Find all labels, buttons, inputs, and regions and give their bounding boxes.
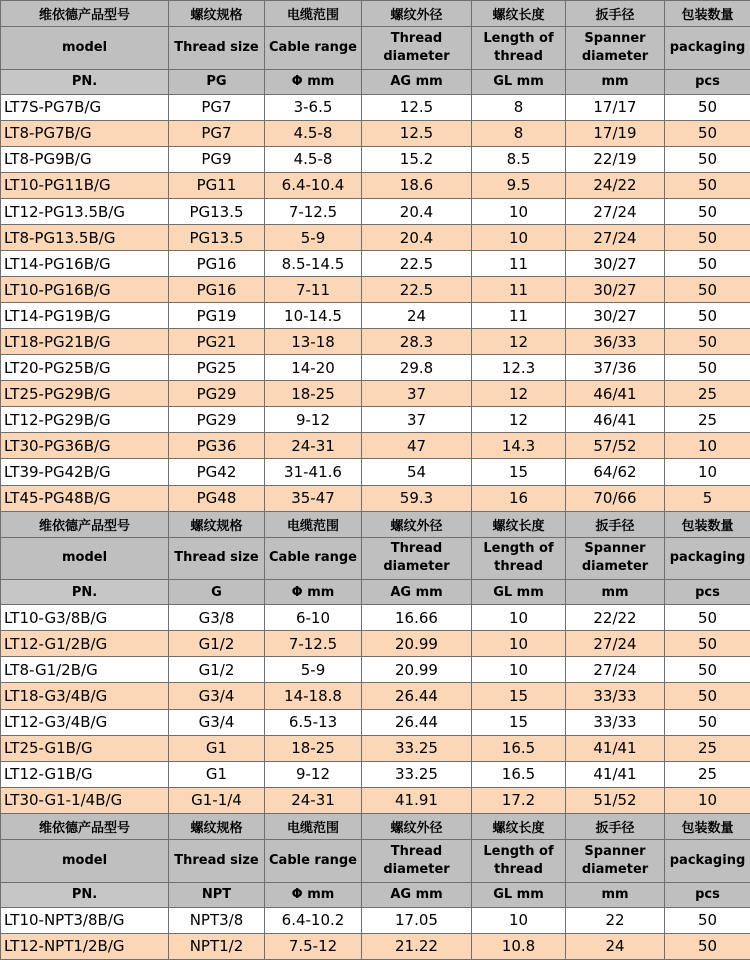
cell-thread-diameter: 18.6 xyxy=(362,172,472,198)
cell-spanner-diameter: 30/27 xyxy=(566,303,665,329)
cell-cable-range: 13-18 xyxy=(265,329,362,355)
cell-model: LT12-G1/2B/G xyxy=(1,631,169,657)
cell-model: LT14-PG19B/G xyxy=(1,303,169,329)
cell-thread-length: 10 xyxy=(472,605,566,631)
table-row xyxy=(1,605,750,631)
table-row xyxy=(1,631,750,657)
cell-thread-length: 16.5 xyxy=(472,735,566,761)
header-en-spanner-diameter: Spanner diameter xyxy=(566,27,665,70)
unit-cable-range: Φ mm xyxy=(265,69,362,94)
unit-spanner-diameter: mm xyxy=(566,580,665,605)
table-row xyxy=(1,277,750,303)
cell-thread-length: 12 xyxy=(472,329,566,355)
cell-model: LT25-G1B/G xyxy=(1,735,169,761)
cell-packaging: 50 xyxy=(665,657,750,683)
cell-spanner-diameter: 70/66 xyxy=(566,485,665,511)
cell-spanner-diameter: 37/36 xyxy=(566,355,665,381)
cell-packaging: 50 xyxy=(665,329,750,355)
cell-thread-size: PG16 xyxy=(169,277,265,303)
cell-thread-length: 10 xyxy=(472,657,566,683)
cell-packaging: 25 xyxy=(665,735,750,761)
cell-thread-diameter: 54 xyxy=(362,459,472,485)
header-cn-thread-length: 螺纹长度 xyxy=(472,1,566,27)
header-row-units xyxy=(1,69,750,94)
cell-thread-length: 12 xyxy=(472,381,566,407)
unit-cable-range: Φ mm xyxy=(265,882,362,907)
cell-packaging: 50 xyxy=(665,605,750,631)
cell-thread-length: 16 xyxy=(472,485,566,511)
cell-cable-range: 6.4-10.2 xyxy=(265,907,362,933)
header-en-thread-diameter: Thread diameter xyxy=(362,839,472,882)
cell-spanner-diameter: 57/52 xyxy=(566,433,665,459)
cell-cable-range: 7-12.5 xyxy=(265,631,362,657)
cell-thread-length: 10 xyxy=(472,631,566,657)
unit-spanner-diameter: mm xyxy=(566,882,665,907)
cell-packaging: 50 xyxy=(665,355,750,381)
cell-packaging: 10 xyxy=(665,433,750,459)
unit-packaging: pcs xyxy=(665,580,750,605)
header-cn-cable-range: 电缆范围 xyxy=(265,511,362,537)
header-row-units xyxy=(1,580,750,605)
spec-table-body xyxy=(1,1,750,960)
table-row xyxy=(1,657,750,683)
cell-thread-length: 15 xyxy=(472,459,566,485)
cell-thread-length: 8 xyxy=(472,120,566,146)
cell-cable-range: 31-41.6 xyxy=(265,459,362,485)
header-cn-spanner-diameter: 扳手径 xyxy=(566,1,665,27)
cell-thread-length: 10.8 xyxy=(472,933,566,959)
cell-cable-range: 4.5-8 xyxy=(265,146,362,172)
cell-cable-range: 7-11 xyxy=(265,277,362,303)
cell-packaging: 50 xyxy=(665,303,750,329)
header-cn-thread-diameter: 螺纹外径 xyxy=(362,511,472,537)
cell-spanner-diameter: 46/41 xyxy=(566,407,665,433)
cell-thread-length: 10 xyxy=(472,198,566,224)
cell-thread-length: 17.2 xyxy=(472,787,566,813)
unit-thread-size: PG xyxy=(169,69,265,94)
unit-thread-diameter: AG mm xyxy=(362,882,472,907)
cell-model: LT8-PG7B/G xyxy=(1,120,169,146)
cell-spanner-diameter: 30/27 xyxy=(566,277,665,303)
cell-cable-range: 7.5-12 xyxy=(265,933,362,959)
cell-spanner-diameter: 33/33 xyxy=(566,683,665,709)
cell-spanner-diameter: 27/24 xyxy=(566,198,665,224)
header-cn-model: 维依德产品型号 xyxy=(1,511,169,537)
cell-model: LT10-PG16B/G xyxy=(1,277,169,303)
unit-cable-range: Φ mm xyxy=(265,580,362,605)
header-en-cable-range: Cable range xyxy=(265,537,362,580)
cell-cable-range: 7-12.5 xyxy=(265,198,362,224)
cell-thread-size: NPT3/8 xyxy=(169,907,265,933)
header-en-thread-size: Thread size xyxy=(169,27,265,70)
cell-cable-range: 6-10 xyxy=(265,605,362,631)
cell-packaging: 50 xyxy=(665,120,750,146)
header-en-model: model xyxy=(1,27,169,70)
cell-thread-length: 12 xyxy=(472,407,566,433)
cell-spanner-diameter: 27/24 xyxy=(566,657,665,683)
cell-model: LT10-G3/8B/G xyxy=(1,605,169,631)
cell-thread-size: PG11 xyxy=(169,172,265,198)
table-row xyxy=(1,172,750,198)
cell-thread-size: PG42 xyxy=(169,459,265,485)
header-en-thread-length: Length of thread xyxy=(472,27,566,70)
table-row xyxy=(1,120,750,146)
cell-thread-size: PG7 xyxy=(169,94,265,120)
header-row-chinese xyxy=(1,1,750,27)
header-en-thread-diameter: Thread diameter xyxy=(362,27,472,70)
cell-spanner-diameter: 36/33 xyxy=(566,329,665,355)
cell-packaging: 50 xyxy=(665,94,750,120)
cell-model: LT8-PG13.5B/G xyxy=(1,225,169,251)
cell-cable-range: 14-18.8 xyxy=(265,683,362,709)
cell-thread-size: PG13.5 xyxy=(169,198,265,224)
cell-cable-range: 3-6.5 xyxy=(265,94,362,120)
header-cn-cable-range: 电缆范围 xyxy=(265,813,362,839)
table-row xyxy=(1,146,750,172)
cell-thread-diameter: 37 xyxy=(362,381,472,407)
cell-packaging: 10 xyxy=(665,787,750,813)
cell-spanner-diameter: 24/22 xyxy=(566,172,665,198)
cell-model: LT39-PG42B/G xyxy=(1,459,169,485)
header-en-thread-size: Thread size xyxy=(169,839,265,882)
cell-thread-diameter: 29.8 xyxy=(362,355,472,381)
cell-thread-diameter: 26.44 xyxy=(362,683,472,709)
cell-cable-range: 9-12 xyxy=(265,761,362,787)
cell-spanner-diameter: 30/27 xyxy=(566,251,665,277)
cell-thread-diameter: 33.25 xyxy=(362,761,472,787)
cell-model: LT30-G1-1/4B/G xyxy=(1,787,169,813)
cell-packaging: 50 xyxy=(665,172,750,198)
header-en-thread-size: Thread size xyxy=(169,537,265,580)
cell-packaging: 50 xyxy=(665,146,750,172)
cell-thread-size: G3/8 xyxy=(169,605,265,631)
header-en-packaging: packaging xyxy=(665,537,750,580)
unit-packaging: pcs xyxy=(665,69,750,94)
cell-thread-diameter: 41.91 xyxy=(362,787,472,813)
cell-thread-diameter: 15.2 xyxy=(362,146,472,172)
cell-thread-length: 11 xyxy=(472,277,566,303)
cell-thread-size: PG21 xyxy=(169,329,265,355)
cell-cable-range: 24-31 xyxy=(265,787,362,813)
unit-model: PN. xyxy=(1,69,169,94)
cell-thread-diameter: 59.3 xyxy=(362,485,472,511)
cell-thread-length: 9.5 xyxy=(472,172,566,198)
cell-packaging: 50 xyxy=(665,933,750,959)
table-row xyxy=(1,907,750,933)
cell-packaging: 50 xyxy=(665,631,750,657)
table-row xyxy=(1,225,750,251)
cell-model: LT10-NPT3/8B/G xyxy=(1,907,169,933)
cell-model: LT18-G3/4B/G xyxy=(1,683,169,709)
cell-cable-range: 5-9 xyxy=(265,225,362,251)
header-cn-spanner-diameter: 扳手径 xyxy=(566,813,665,839)
cell-thread-size: G3/4 xyxy=(169,709,265,735)
unit-thread-diameter: AG mm xyxy=(362,69,472,94)
cell-thread-size: PG7 xyxy=(169,120,265,146)
table-row xyxy=(1,735,750,761)
cell-spanner-diameter: 22 xyxy=(566,907,665,933)
table-row xyxy=(1,787,750,813)
header-cn-thread-size: 螺纹规格 xyxy=(169,813,265,839)
header-en-cable-range: Cable range xyxy=(265,27,362,70)
table-row xyxy=(1,94,750,120)
header-cn-thread-length: 螺纹长度 xyxy=(472,813,566,839)
header-en-thread-diameter: Thread diameter xyxy=(362,537,472,580)
cell-thread-size: PG9 xyxy=(169,146,265,172)
cell-spanner-diameter: 46/41 xyxy=(566,381,665,407)
cell-thread-size: G1 xyxy=(169,735,265,761)
cell-cable-range: 9-12 xyxy=(265,407,362,433)
cell-thread-length: 16.5 xyxy=(472,761,566,787)
cell-thread-diameter: 47 xyxy=(362,433,472,459)
cell-thread-length: 11 xyxy=(472,303,566,329)
unit-spanner-diameter: mm xyxy=(566,69,665,94)
table-row xyxy=(1,485,750,511)
cell-thread-size: G1/2 xyxy=(169,657,265,683)
cell-thread-size: G1-1/4 xyxy=(169,787,265,813)
header-row-units xyxy=(1,882,750,907)
header-en-thread-length: Length of thread xyxy=(472,537,566,580)
cell-packaging: 50 xyxy=(665,907,750,933)
table-row xyxy=(1,355,750,381)
header-cn-model: 维依德产品型号 xyxy=(1,813,169,839)
cell-packaging: 50 xyxy=(665,225,750,251)
cell-thread-size: PG48 xyxy=(169,485,265,511)
cell-cable-range: 8.5-14.5 xyxy=(265,251,362,277)
table-row xyxy=(1,459,750,485)
header-cn-model: 维依德产品型号 xyxy=(1,1,169,27)
cell-thread-length: 10 xyxy=(472,225,566,251)
cell-model: LT14-PG16B/G xyxy=(1,251,169,277)
cell-cable-range: 6.5-13 xyxy=(265,709,362,735)
unit-packaging: pcs xyxy=(665,882,750,907)
table-row xyxy=(1,303,750,329)
cell-thread-size: PG16 xyxy=(169,251,265,277)
cell-thread-size: PG36 xyxy=(169,433,265,459)
cell-packaging: 25 xyxy=(665,407,750,433)
cell-model: LT45-PG48B/G xyxy=(1,485,169,511)
cell-thread-diameter: 21.22 xyxy=(362,933,472,959)
header-en-model: model xyxy=(1,839,169,882)
cell-packaging: 50 xyxy=(665,683,750,709)
unit-thread-length: GL mm xyxy=(472,580,566,605)
cell-spanner-diameter: 17/19 xyxy=(566,120,665,146)
table-row xyxy=(1,761,750,787)
table-row xyxy=(1,329,750,355)
cell-thread-length: 8.5 xyxy=(472,146,566,172)
cell-thread-size: PG13.5 xyxy=(169,225,265,251)
header-row-english xyxy=(1,27,750,70)
cell-cable-range: 14-20 xyxy=(265,355,362,381)
table-row xyxy=(1,933,750,959)
cell-model: LT10-PG11B/G xyxy=(1,172,169,198)
cell-thread-size: G3/4 xyxy=(169,683,265,709)
cell-model: LT12-PG13.5B/G xyxy=(1,198,169,224)
cell-cable-range: 35-47 xyxy=(265,485,362,511)
cell-thread-size: NPT1/2 xyxy=(169,933,265,959)
header-cn-thread-size: 螺纹规格 xyxy=(169,1,265,27)
cell-thread-diameter: 28.3 xyxy=(362,329,472,355)
header-en-cable-range: Cable range xyxy=(265,839,362,882)
unit-thread-length: GL mm xyxy=(472,69,566,94)
cell-thread-length: 12.3 xyxy=(472,355,566,381)
table-row xyxy=(1,433,750,459)
cell-model: LT25-PG29B/G xyxy=(1,381,169,407)
cell-thread-diameter: 33.25 xyxy=(362,735,472,761)
cell-cable-range: 6.4-10.4 xyxy=(265,172,362,198)
cell-model: LT8-G1/2B/G xyxy=(1,657,169,683)
cell-thread-diameter: 37 xyxy=(362,407,472,433)
cell-cable-range: 18-25 xyxy=(265,381,362,407)
header-cn-thread-length: 螺纹长度 xyxy=(472,511,566,537)
table-row xyxy=(1,198,750,224)
cell-thread-diameter: 17.05 xyxy=(362,907,472,933)
unit-model: PN. xyxy=(1,882,169,907)
header-en-packaging: packaging xyxy=(665,27,750,70)
header-en-spanner-diameter: Spanner diameter xyxy=(566,537,665,580)
table-row xyxy=(1,381,750,407)
cell-model: LT7S-PG7B/G xyxy=(1,94,169,120)
cell-spanner-diameter: 27/24 xyxy=(566,631,665,657)
cell-model: LT12-PG29B/G xyxy=(1,407,169,433)
header-cn-packaging: 包装数量 xyxy=(665,1,750,27)
cell-thread-length: 15 xyxy=(472,683,566,709)
header-en-spanner-diameter: Spanner diameter xyxy=(566,839,665,882)
cell-thread-diameter: 16.66 xyxy=(362,605,472,631)
cell-thread-diameter: 24 xyxy=(362,303,472,329)
cell-thread-length: 15 xyxy=(472,709,566,735)
cell-spanner-diameter: 41/41 xyxy=(566,761,665,787)
cell-packaging: 5 xyxy=(665,485,750,511)
cell-model: LT8-PG9B/G xyxy=(1,146,169,172)
header-cn-packaging: 包装数量 xyxy=(665,813,750,839)
cell-model: LT12-G3/4B/G xyxy=(1,709,169,735)
header-row-chinese xyxy=(1,511,750,537)
unit-thread-size: G xyxy=(169,580,265,605)
cell-thread-diameter: 22.5 xyxy=(362,277,472,303)
cell-spanner-diameter: 41/41 xyxy=(566,735,665,761)
cell-thread-size: PG25 xyxy=(169,355,265,381)
cell-thread-size: G1/2 xyxy=(169,631,265,657)
table-row xyxy=(1,407,750,433)
cell-thread-size: PG19 xyxy=(169,303,265,329)
cell-model: LT20-PG25B/G xyxy=(1,355,169,381)
cell-model: LT12-NPT1/2B/G xyxy=(1,933,169,959)
header-en-packaging: packaging xyxy=(665,839,750,882)
cell-thread-length: 10 xyxy=(472,907,566,933)
cell-thread-diameter: 12.5 xyxy=(362,120,472,146)
cell-packaging: 25 xyxy=(665,381,750,407)
unit-thread-length: GL mm xyxy=(472,882,566,907)
table-row xyxy=(1,683,750,709)
cell-thread-size: PG29 xyxy=(169,381,265,407)
cell-thread-diameter: 20.99 xyxy=(362,631,472,657)
header-row-chinese xyxy=(1,813,750,839)
cell-thread-length: 14.3 xyxy=(472,433,566,459)
cell-thread-diameter: 20.99 xyxy=(362,657,472,683)
cell-packaging: 25 xyxy=(665,761,750,787)
cell-packaging: 50 xyxy=(665,251,750,277)
cell-thread-length: 8 xyxy=(472,94,566,120)
cell-cable-range: 24-31 xyxy=(265,433,362,459)
cell-thread-diameter: 22.5 xyxy=(362,251,472,277)
cell-spanner-diameter: 24 xyxy=(566,933,665,959)
cell-packaging: 50 xyxy=(665,709,750,735)
cell-thread-diameter: 20.4 xyxy=(362,225,472,251)
cell-spanner-diameter: 22/22 xyxy=(566,605,665,631)
unit-model: PN. xyxy=(1,580,169,605)
cell-model: LT12-G1B/G xyxy=(1,761,169,787)
cell-spanner-diameter: 27/24 xyxy=(566,225,665,251)
header-en-model: model xyxy=(1,537,169,580)
header-cn-thread-diameter: 螺纹外径 xyxy=(362,1,472,27)
cell-cable-range: 4.5-8 xyxy=(265,120,362,146)
cell-spanner-diameter: 22/19 xyxy=(566,146,665,172)
cell-thread-diameter: 12.5 xyxy=(362,94,472,120)
unit-thread-size: NPT xyxy=(169,882,265,907)
cell-thread-diameter: 26.44 xyxy=(362,709,472,735)
cell-packaging: 50 xyxy=(665,277,750,303)
header-cn-packaging: 包装数量 xyxy=(665,511,750,537)
cell-spanner-diameter: 64/62 xyxy=(566,459,665,485)
header-row-english xyxy=(1,839,750,882)
cell-model: LT30-PG36B/G xyxy=(1,433,169,459)
header-row-english xyxy=(1,537,750,580)
cell-cable-range: 5-9 xyxy=(265,657,362,683)
cell-thread-length: 11 xyxy=(472,251,566,277)
unit-thread-diameter: AG mm xyxy=(362,580,472,605)
cell-packaging: 50 xyxy=(665,198,750,224)
cell-thread-diameter: 20.4 xyxy=(362,198,472,224)
cell-cable-range: 18-25 xyxy=(265,735,362,761)
table-row xyxy=(1,251,750,277)
cell-cable-range: 10-14.5 xyxy=(265,303,362,329)
header-en-thread-length: Length of thread xyxy=(472,839,566,882)
cell-thread-size: PG29 xyxy=(169,407,265,433)
header-cn-cable-range: 电缆范围 xyxy=(265,1,362,27)
cell-thread-size: G1 xyxy=(169,761,265,787)
header-cn-spanner-diameter: 扳手径 xyxy=(566,511,665,537)
cell-packaging: 10 xyxy=(665,459,750,485)
header-cn-thread-size: 螺纹规格 xyxy=(169,511,265,537)
cell-spanner-diameter: 17/17 xyxy=(566,94,665,120)
table-row xyxy=(1,709,750,735)
header-cn-thread-diameter: 螺纹外径 xyxy=(362,813,472,839)
cell-spanner-diameter: 33/33 xyxy=(566,709,665,735)
cell-model: LT18-PG21B/G xyxy=(1,329,169,355)
cell-spanner-diameter: 51/52 xyxy=(566,787,665,813)
